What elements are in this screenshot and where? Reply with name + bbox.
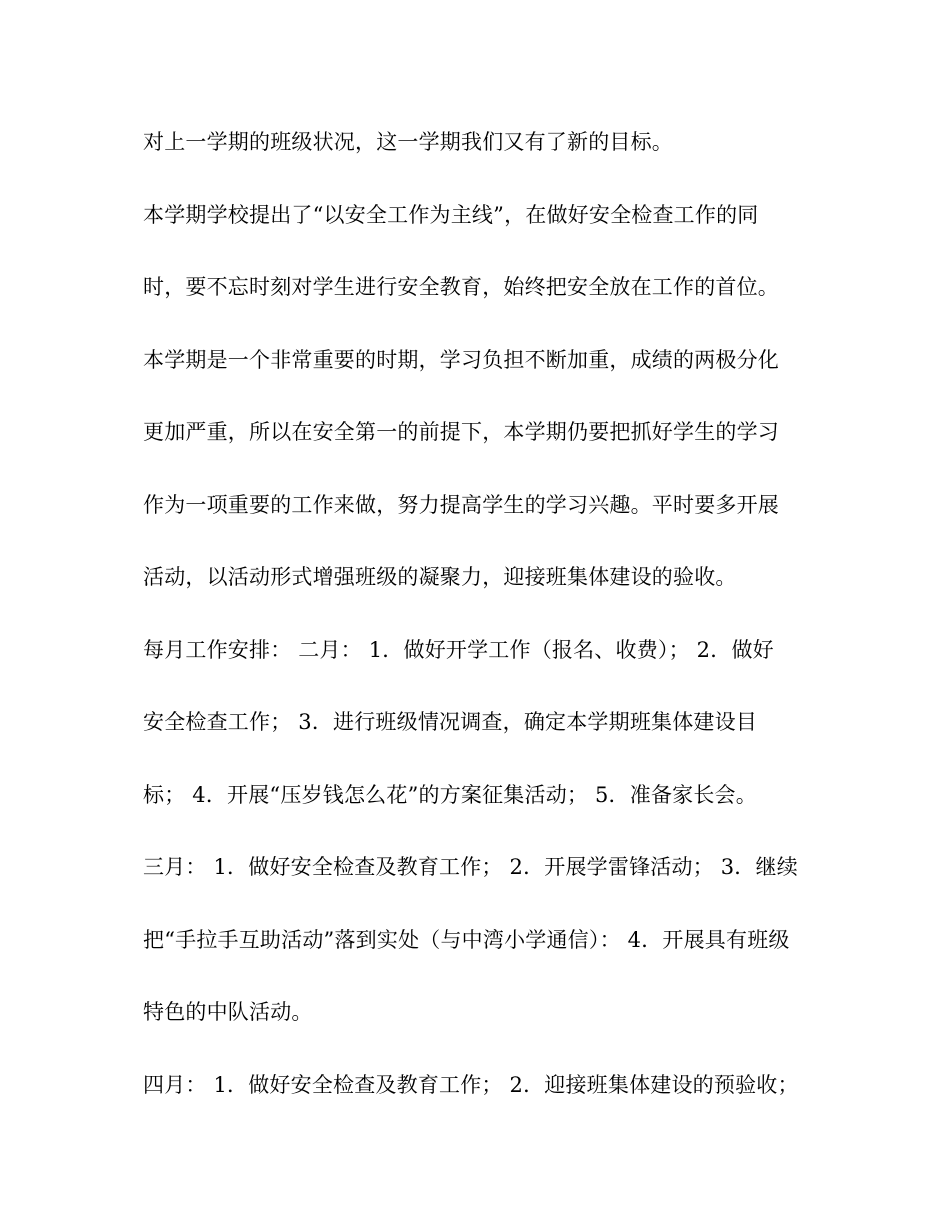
text-line: 作为一项重要的工作来做，努力提高学生的学习兴趣。平时要多开展 bbox=[143, 492, 779, 517]
text-line: 把“手拉手互助活动”落到实处（与中湾小学通信）： 4．开展具有班级 bbox=[143, 927, 790, 952]
text-line: 四月： 1．做好安全检查及教育工作； 2．迎接班集体建设的预验收； bbox=[143, 1072, 799, 1097]
text-line: 三月： 1．做好安全检查及教育工作； 2．开展学雷锋活动； 3．继续 bbox=[143, 855, 798, 879]
text-line: 本学期是一个非常重要的时期，学习负担不断加重，成绩的两极分化 bbox=[143, 347, 779, 372]
text-line: 更加严重，所以在安全第一的前提下，本学期仍要把抓好学生的学习 bbox=[143, 420, 779, 444]
text-line: 标； 4．开展“压岁钱怎么花”的方案征集活动； 5．准备家长会。 bbox=[143, 782, 757, 807]
text-line: 每月工作安排： 二月： 1．做好开学工作（报名、收费）； 2．做好 bbox=[143, 637, 774, 662]
text-line: 活动，以活动形式增强班级的凝聚力，迎接班集体建设的验收。 bbox=[143, 565, 737, 589]
text-line: 对上一学期的班级状况，这一学期我们又有了新的目标。 bbox=[143, 130, 673, 154]
text-line: 特色的中队活动。 bbox=[143, 1000, 313, 1024]
text-line: 时，要不忘时刻对学生进行安全教育，始终把安全放在工作的首位。 bbox=[143, 275, 779, 299]
text-line: 安全检查工作； 3．进行班级情况调查，确定本学期班集体建设目 bbox=[143, 710, 758, 734]
document-body bbox=[143, 122, 843, 1137]
text-line: 本学期学校提出了“以安全工作为主线”，在做好安全检查工作的同 bbox=[143, 202, 759, 227]
